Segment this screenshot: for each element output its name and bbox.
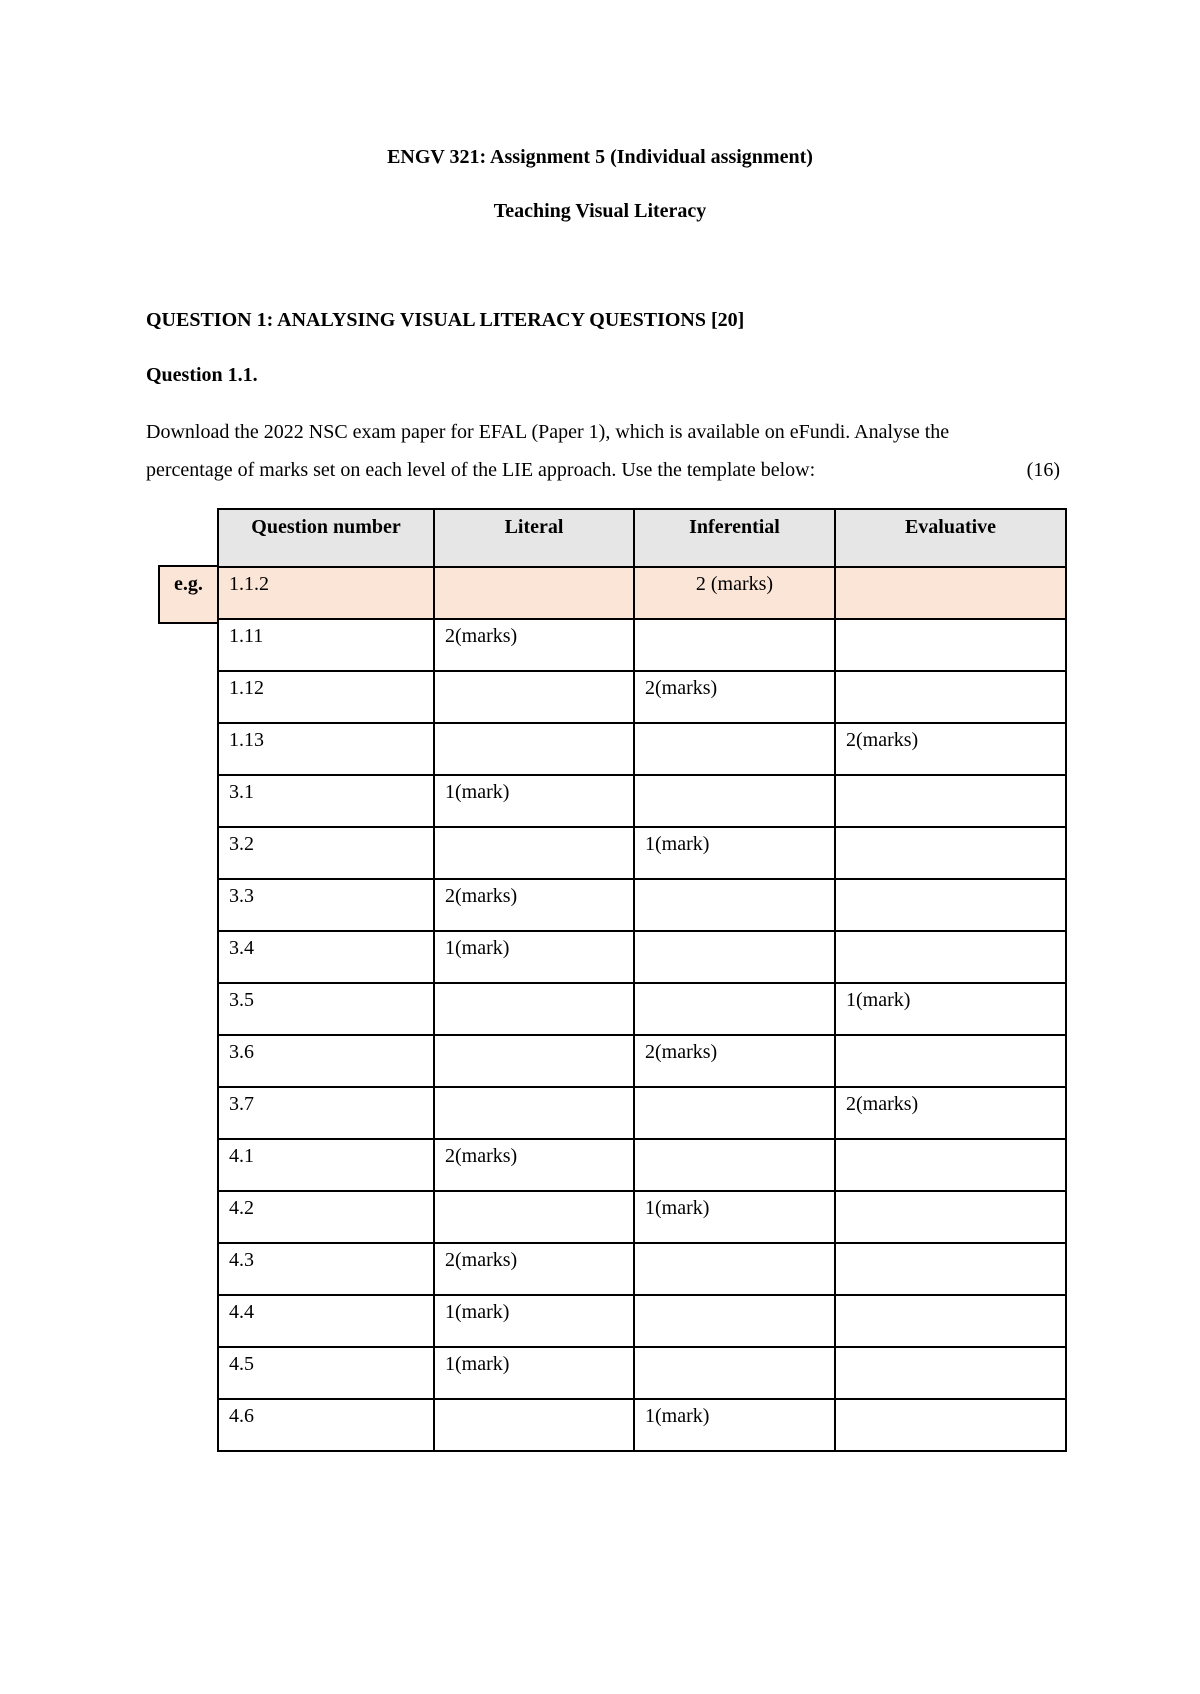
literal-cell: 2(marks) xyxy=(434,1139,634,1191)
evaluative-cell xyxy=(835,1191,1066,1243)
question-number-cell: 4.3 xyxy=(218,1243,434,1295)
evaluative-cell xyxy=(835,1295,1066,1347)
question-number-cell: 1.12 xyxy=(218,671,434,723)
instruction-text-line-2: percentage of marks set on each level of the LIE approach. Use the template below: xyxy=(146,459,816,481)
table-row xyxy=(218,931,1066,983)
literal-cell xyxy=(434,1191,634,1243)
table-row xyxy=(218,1399,1066,1451)
inferential-cell xyxy=(634,1087,835,1139)
question-number-cell: 3.6 xyxy=(218,1035,434,1087)
inferential-cell xyxy=(634,1139,835,1191)
inferential-cell xyxy=(634,775,835,827)
question-number-cell: 3.4 xyxy=(218,931,434,983)
evaluative-cell xyxy=(835,1347,1066,1399)
evaluative-cell xyxy=(835,931,1066,983)
table-row xyxy=(218,1347,1066,1399)
header-question-number: Question number xyxy=(218,509,434,567)
evaluative-cell xyxy=(835,1243,1066,1295)
question-number-cell: 3.7 xyxy=(218,1087,434,1139)
lie-analysis-table xyxy=(217,508,1067,1452)
table-row xyxy=(218,1243,1066,1295)
example-inferential: 2 (marks) xyxy=(634,567,835,619)
literal-cell: 2(marks) xyxy=(434,619,634,671)
inferential-cell xyxy=(634,931,835,983)
inferential-cell xyxy=(634,1347,835,1399)
evaluative-cell xyxy=(835,775,1066,827)
inferential-cell: 1(mark) xyxy=(634,1399,835,1451)
table-row xyxy=(218,723,1066,775)
question-heading: QUESTION 1: ANALYSING VISUAL LITERACY QUESTIONS [20] xyxy=(146,309,745,331)
evaluative-cell xyxy=(835,619,1066,671)
inferential-cell xyxy=(634,723,835,775)
question-number-cell: 3.5 xyxy=(218,983,434,1035)
question-number-cell: 4.2 xyxy=(218,1191,434,1243)
inferential-cell xyxy=(634,1295,835,1347)
question-number-cell: 3.2 xyxy=(218,827,434,879)
table-row xyxy=(218,879,1066,931)
question-number-cell: 4.5 xyxy=(218,1347,434,1399)
example-question-number: 1.1.2 xyxy=(218,567,434,619)
evaluative-cell xyxy=(835,1399,1066,1451)
question-number-cell: 4.4 xyxy=(218,1295,434,1347)
question-number-cell: 1.13 xyxy=(218,723,434,775)
evaluative-cell: 2(marks) xyxy=(835,1087,1066,1139)
inferential-cell: 1(mark) xyxy=(634,1191,835,1243)
literal-cell xyxy=(434,1035,634,1087)
literal-cell: 1(mark) xyxy=(434,931,634,983)
table-row xyxy=(218,1191,1066,1243)
literal-cell xyxy=(434,983,634,1035)
question-number-cell: 4.6 xyxy=(218,1399,434,1451)
question-number-cell: 3.1 xyxy=(218,775,434,827)
question-number-cell: 1.11 xyxy=(218,619,434,671)
inferential-cell xyxy=(634,619,835,671)
literal-cell xyxy=(434,1399,634,1451)
table-row xyxy=(218,1087,1066,1139)
header-evaluative: Evaluative xyxy=(835,509,1066,567)
evaluative-cell: 2(marks) xyxy=(835,723,1066,775)
inferential-cell xyxy=(634,983,835,1035)
question-number-cell: 4.1 xyxy=(218,1139,434,1191)
evaluative-cell xyxy=(835,879,1066,931)
literal-cell xyxy=(434,723,634,775)
table-row xyxy=(218,827,1066,879)
question-marks: (16) xyxy=(1026,459,1060,481)
evaluative-cell xyxy=(835,827,1066,879)
table-row xyxy=(218,1295,1066,1347)
inferential-cell: 1(mark) xyxy=(634,827,835,879)
subquestion-heading: Question 1.1. xyxy=(146,364,258,386)
header-literal: Literal xyxy=(434,509,634,567)
literal-cell xyxy=(434,1087,634,1139)
evaluative-cell xyxy=(835,1139,1066,1191)
header-inferential: Inferential xyxy=(634,509,835,567)
evaluative-cell xyxy=(835,1035,1066,1087)
literal-cell xyxy=(434,827,634,879)
table-row xyxy=(218,983,1066,1035)
literal-cell: 1(mark) xyxy=(434,1347,634,1399)
example-evaluative xyxy=(835,567,1066,619)
example-label: e.g. xyxy=(158,565,217,624)
literal-cell: 2(marks) xyxy=(434,1243,634,1295)
table-row xyxy=(218,671,1066,723)
inferential-cell: 2(marks) xyxy=(634,671,835,723)
table-row xyxy=(218,775,1066,827)
inferential-cell: 2(marks) xyxy=(634,1035,835,1087)
literal-cell: 2(marks) xyxy=(434,879,634,931)
evaluative-cell: 1(mark) xyxy=(835,983,1066,1035)
table-row xyxy=(218,619,1066,671)
literal-cell: 1(mark) xyxy=(434,775,634,827)
instruction-text-line-1: Download the 2022 NSC exam paper for EFAL (Paper 1), which is available on eFundi. Analyse the xyxy=(146,421,950,443)
example-row xyxy=(218,567,1066,619)
question-number-cell: 3.3 xyxy=(218,879,434,931)
evaluative-cell xyxy=(835,671,1066,723)
literal-cell xyxy=(434,671,634,723)
example-literal xyxy=(434,567,634,619)
table-row xyxy=(218,1035,1066,1087)
table-header-row xyxy=(218,509,1066,567)
document-subtitle: Teaching Visual Literacy xyxy=(493,200,707,222)
inferential-cell xyxy=(634,1243,835,1295)
inferential-cell xyxy=(634,879,835,931)
table-row xyxy=(218,1139,1066,1191)
literal-cell: 1(mark) xyxy=(434,1295,634,1347)
document-title: ENGV 321: Assignment 5 (Individual assignment) xyxy=(387,146,813,168)
